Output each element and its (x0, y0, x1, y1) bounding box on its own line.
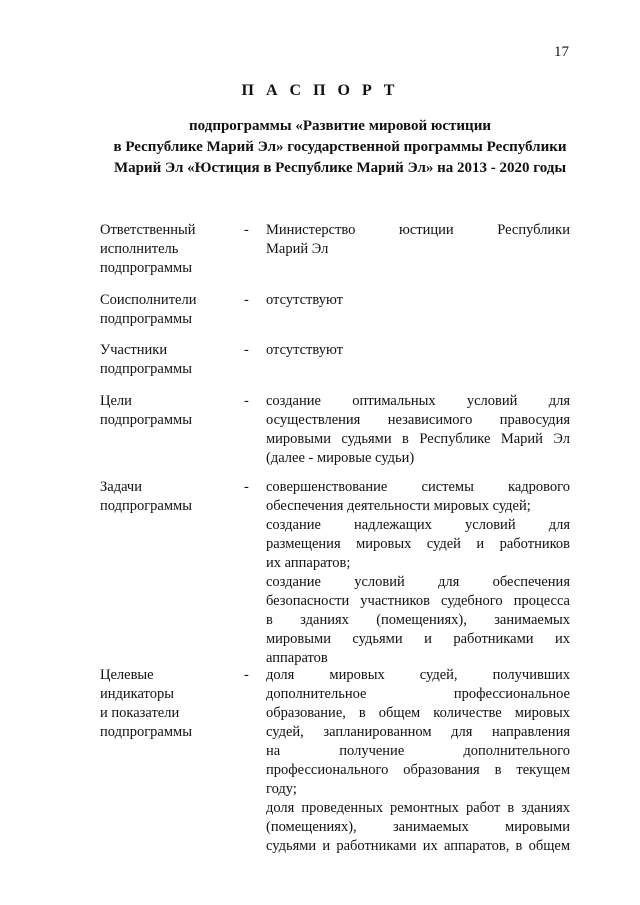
label-line: Соисполнители (100, 292, 197, 308)
value-line: создание условий для обеспечения (266, 574, 570, 590)
row-co-executors (0, 291, 640, 341)
value-line: доля проведенных ремонтных работ в зданиях (266, 800, 570, 816)
value-line: (помещениях), занимаемых мировыми (266, 819, 570, 835)
value-line: судей, запланированном для направления (266, 724, 570, 740)
value-line: мировыми судьями и работниками их (266, 631, 570, 647)
row-value (266, 291, 570, 310)
value-line: обеспечения деятельности мировых судей; (266, 498, 531, 514)
label-line: подпрограммы (100, 260, 192, 276)
label-line: Целевые (100, 667, 154, 683)
passport-table (0, 221, 640, 856)
row-value (266, 392, 570, 468)
label-line: подпрограммы (100, 311, 192, 327)
label-line: Задачи (100, 479, 142, 495)
value-line: профессионального образования в текущем (266, 762, 570, 778)
subtitle-line: подпрограммы «Развитие мировой юстиции (189, 118, 491, 134)
value-line: осуществления независимого правосудия (266, 412, 570, 428)
row-value (266, 341, 570, 360)
row-dash: - (244, 667, 249, 683)
value-line: судьями и работниками их аппаратов, в общем (266, 838, 570, 854)
label-line: Ответственный (100, 222, 196, 238)
label-line: подпрограммы (100, 361, 192, 377)
row-label (100, 291, 240, 329)
row-goals (0, 392, 640, 478)
label-line: и показатели (100, 705, 180, 721)
row-label (100, 341, 240, 379)
value-line: размещения мировых судей и работников (266, 536, 570, 552)
row-value (266, 478, 570, 668)
row-target-indicators (0, 666, 640, 856)
subtitle-line: Марий Эл «Юстиция в Республике Марий Эл» на 2013 - 2020 годы (113, 160, 567, 176)
value-line: Министерство юстиции Республики (266, 222, 570, 238)
value-line: аппаратов (266, 650, 328, 666)
value-line: дополнительное профессиональное (266, 686, 570, 702)
row-dash: - (244, 292, 249, 308)
subprogram-subtitle (80, 116, 600, 179)
label-line: индикаторы (100, 686, 174, 702)
label-line: Участники (100, 342, 168, 358)
label-line: исполнитель (100, 241, 179, 257)
value-line: на получение дополнительного (266, 743, 570, 759)
label-line: Цели (100, 393, 132, 409)
row-label (100, 478, 240, 516)
value-line: их аппаратов; (266, 555, 351, 571)
value-line: (далее - мировые судьи) (266, 450, 415, 466)
value-line: совершенствование системы кадрового (266, 479, 570, 495)
row-value (266, 221, 570, 259)
value-line: безопасности участников судебного процесса (266, 593, 570, 609)
value-line: отсутствуют (266, 292, 343, 308)
value-line: отсутствуют (266, 342, 343, 358)
row-participants (0, 341, 640, 392)
row-label (100, 392, 240, 430)
label-line: подпрограммы (100, 724, 192, 740)
row-label (100, 221, 240, 278)
passport-title: П А С П О Р Т (241, 82, 399, 99)
value-line: году; (266, 781, 297, 797)
label-line: подпрограммы (100, 498, 192, 514)
value-line: образование, в общем количестве мировых (266, 705, 570, 721)
subtitle-line: в Республике Марий Эл» государственной программы Республики (113, 139, 567, 155)
value-line: Марий Эл (266, 241, 329, 257)
value-line: создание оптимальных условий для (266, 393, 570, 409)
value-line: доля мировых судей, получивших (266, 667, 570, 683)
row-value (266, 666, 570, 856)
row-dash: - (244, 222, 249, 238)
label-line: подпрограммы (100, 412, 192, 428)
row-dash: - (244, 393, 249, 409)
row-tasks (0, 478, 640, 666)
row-dash: - (244, 479, 249, 495)
row-label (100, 666, 240, 742)
row-responsible-executor (0, 221, 640, 291)
value-line: мировыми судьями в Республике Марий Эл (266, 431, 570, 447)
page-number: 17 (554, 44, 569, 60)
row-dash: - (244, 342, 249, 358)
value-line: создание надлежащих условий для (266, 517, 570, 533)
value-line: в зданиях (помещениях), занимаемых (266, 612, 570, 628)
